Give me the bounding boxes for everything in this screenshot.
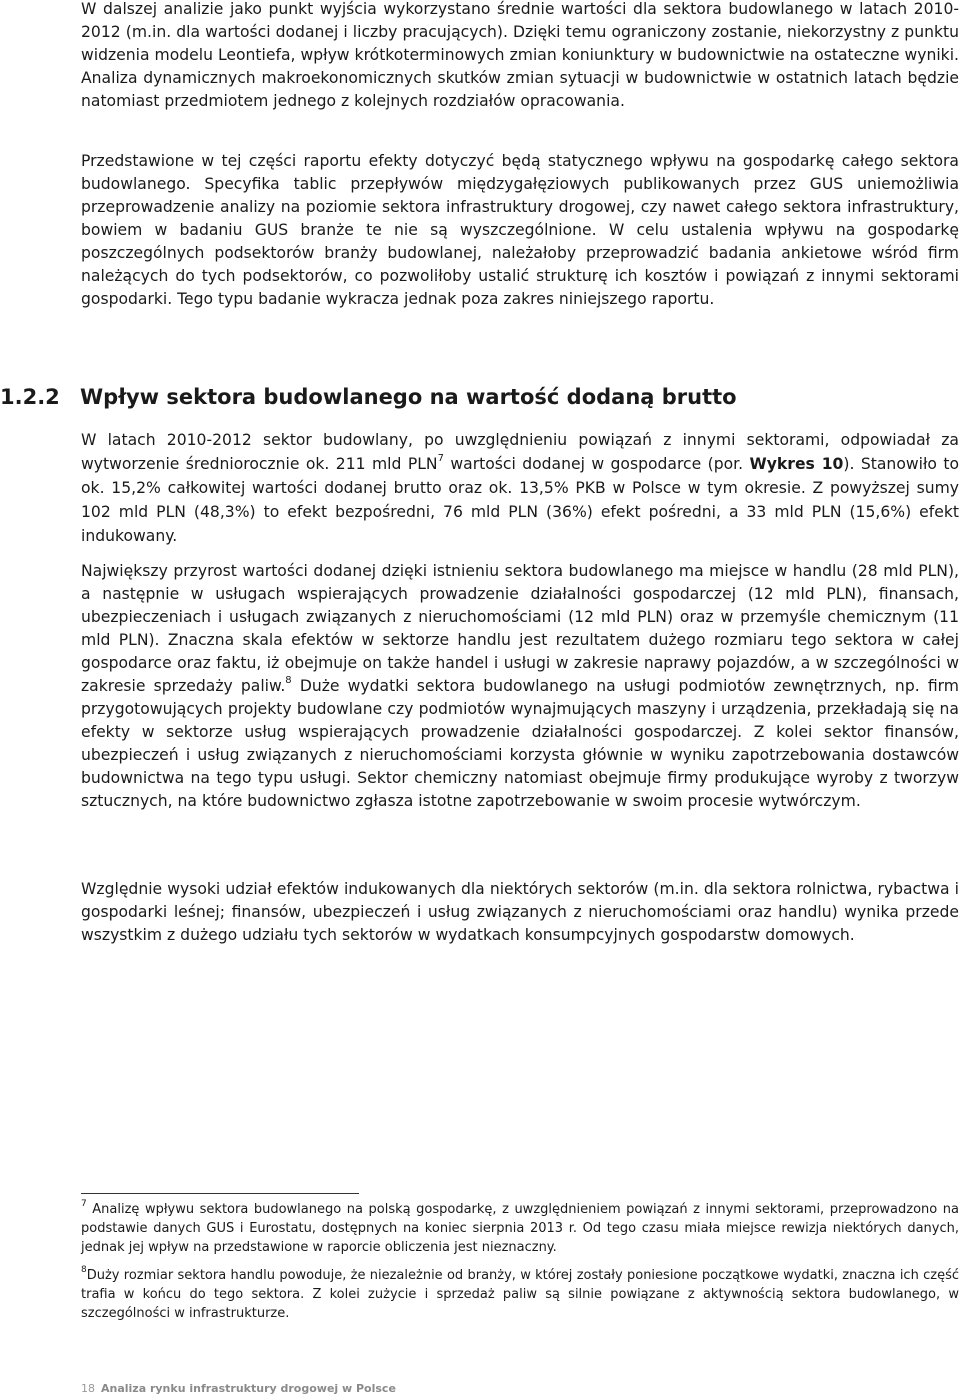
footnote-separator [81, 1193, 359, 1194]
page-number: 18 [81, 1382, 95, 1395]
page-footer [81, 1382, 396, 1395]
section-title: Wpływ sektora budowlanego na wartość dodaną brutto [80, 385, 737, 409]
footnote-text: Analizę wpływu sektora budowlanego na polską gospodarkę, z uwzględnieniem powiązań z innymi sektorami, przeprowadzono na podstawie danych GUS i Eurostatu, dostępnych na koniec sierpnia 2013 r. Od tego czasu miała miejsce rewizja niektórych danych, jednak jej wpływ na przedstawione w raporcie obliczenia jest nieznaczny. [81, 1202, 959, 1255]
footnote-7 [81, 1200, 959, 1257]
paragraph-analysis-basis: W dalszej analizie jako punkt wyjścia wykorzystano średnie wartości dla sektora budowlanego w latach 2010-2012 (m.in. dla wartości dodanej i liczby pracujących). Dzięki temu ograniczony zostanie, niekorzystny z punktu widzenia modelu Leontiefa, wpływ krótkoterminowych zmian koniunktury w budownictwie na ostateczne wyniki. Analiza dynamicznych makroekonomicznych skutków zmian sytuacji w budownictwie w ostatnich latach będzie natomiast przedmiotem jednego z kolejnych rozdziałów opracowania. [81, 0, 959, 110]
footnote-number: 7 [81, 1199, 87, 1209]
paragraph-text: ). Stanowiło to ok. 15,2% całkowitej wartości dodanej brutto oraz ok. 13,5% PKB w Polsce w tym okresie. Z powyższej sumy 102 mld PLN (48,3%) to efekt bezpośredni, 76 mld PLN (36%) efekt pośredni, a 33 mld PLN (15,6%) efekt indukowany. [81, 455, 959, 545]
chart-reference-link[interactable]: Wykres 10 [749, 455, 844, 473]
paragraph-text: Największy przyrost wartości dodanej dzięki istnieniu sektora budowlanego ma miejsce w handlu (28 mld PLN), a następnie w usługach wspierających prowadzenie działalności gospodarczej (12 mld PLN), finansach, ubezpieczeniach i usługach związanych z nieruchomościami (12 mld PLN) oraz w przemyśle chemicznym (11 mld PLN). Znaczna skala efektów w sektorze handlu jest rezultatem dużego rozmiaru tego sektora w całej gospodarce oraz faktu, iż obejmuje on także handel i usługi w zakresie naprawy pojazdów, a w szczególności w zakresie sprzedaży paliw. [81, 562, 959, 695]
paragraph-text: Duże wydatki sektora budowlanego na usługi podmiotów zewnętrznych, np. firm przygotowujących projekty budowlane czy podmiotów wynajmujących maszyny i urządzenia, przekładają się na efekty w sektorze usług wspierających prowadzenie działalności gospodarczej. Z kolei sektor finansów, ubezpieczeń i usług związanych z nieruchomościami korzysta głównie w wyniku zapotrzebowania dostawców budownictwa na tego typu usługi. Sektor chemiczny natomiast obejmuje firmy produkujące wyroby z tworzyw sztucznych, na które budownictwo zgłasza istotne zapotrzebowanie w swoim procesie wytwórczym. [81, 677, 959, 810]
footnote-8 [81, 1266, 959, 1323]
footnote-ref-7[interactable]: 7 [437, 453, 444, 464]
paragraph-static-effects: Przedstawione w tej części raportu efekty dotyczyć będą statycznego wpływu na gospodarkę całego sektora budowlanego. Specyfika tablic przepływów międzygałęziowych publikowanych przez GUS uniemożliwia przeprowadzenie analizy na poziomie sektora infrastruktury drogowej, czy nawet całego sektora infrastruktury, bowiem w badaniu GUS branże te nie są wyszczególnione. W celu ustalenia wpływu na gospodarkę poszczególnych podsektorów branży budowlanej, należałoby przeprowadzić badania ankietowe wśród firm należących do tych podsektorów, co pozwoliłoby ustalić strukturę ich kosztów i powiązań z innymi sektorami gospodarki. Tego typu badanie wykracza jednak poza zakres niniejszego raportu. [81, 152, 959, 308]
footer-title: Analiza rynku infrastruktury drogowej w Polsce [101, 1382, 396, 1395]
footnote-text: Duży rozmiar sektora handlu powoduje, że niezależnie od branży, w której zostały poniesione początkowe wydatki, znaczna ich część trafia w końcu do tego sektora. Z kolei zużycie i sprzedaż paliw są silnie powiązane z aktywnością sektora budowlanego, w szczególności w infrastrukturze. [81, 1268, 959, 1321]
paragraph-text: W latach 2010-2012 sektor budowlany, po uwzględnieniu powiązań z innymi sektorami, odpowiadał za wytworzenie średniorocznie ok. 211 mld PLN [81, 431, 959, 473]
footnote-number: 8 [81, 1265, 87, 1275]
footnote-ref-8[interactable]: 8 [285, 675, 292, 686]
paragraph-largest-growth [81, 560, 959, 813]
section-number: 1.2.2 [0, 385, 60, 409]
paragraph-text: wartości dodanej w gospodarce (por. [443, 455, 750, 473]
paragraph-induced-effects: Względnie wysoki udział efektów indukowanych dla niektórych sektorów (m.in. dla sektora rolnictwa, rybactwa i gospodarki leśnej; finansów, ubezpieczeń i usług związanych z nieruchomościami oraz handlu) wynika przede wszystkim z dużego udziału tych sektorów w wydatkach konsumpcyjnych gospodarstw domowych. [81, 880, 959, 944]
paragraph-value-added [81, 428, 959, 548]
section-heading [0, 385, 960, 409]
